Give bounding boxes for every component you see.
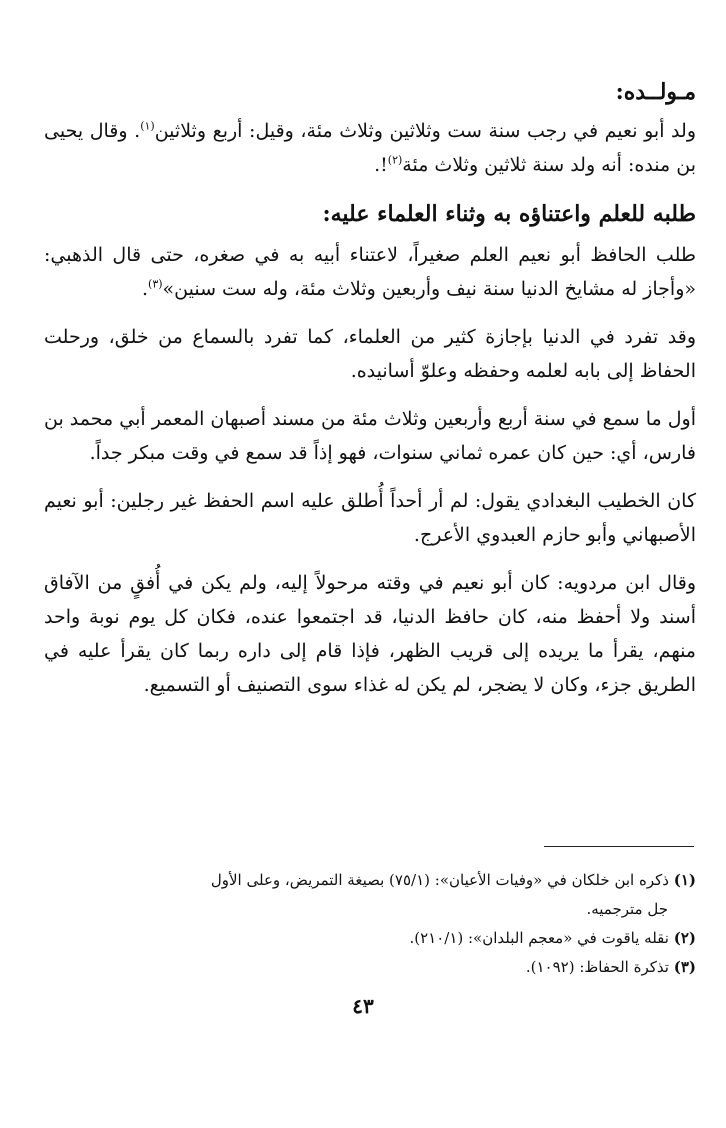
footnote-number: (٣)	[673, 958, 696, 976]
birth-text-c: !.	[374, 154, 388, 176]
seeking-heading: طلبه للعلم واعتناؤه به وثناء العلماء عليه:	[322, 201, 696, 227]
seeking-paragraph-2: وقد تفرد في الدنيا بإجازة كثير من العلماء، كما تفرد بالسماع من خلق، ورحلت الحفاظ إلى بابه لعلمه وحفظه وعلوّ أسانيده.	[44, 326, 696, 382]
birth-paragraph	[44, 114, 696, 182]
footnote-number: (٢)	[673, 929, 696, 947]
seeking-paragraph-1	[44, 238, 696, 306]
footnote-1	[44, 866, 696, 895]
seeking-paragraph-3: أول ما سمع في سنة أربع وأربعين وثلاث مئة من مسند أصبهان المعمر أبي محمد بن فارس، أي: حين كان عمره ثماني سنوات، فهو إذاً قد سمع في وقت مبكر جداً.	[44, 408, 696, 464]
footnote-ref-2: (٢)	[387, 153, 403, 167]
footnote-text: تذكرة الحفاظ: (١٠٩٢).	[525, 958, 669, 976]
footnote-ref-1: (١)	[140, 119, 155, 133]
seeking-paragraph-4: كان الخطيب البغدادي يقول: لم أر أحداً أُطلق عليه اسم الحفظ غير رجلين: أبو نعيم الأصبهاني وأبو حازم العبدوي الأعرج.	[44, 490, 696, 546]
birth-heading: مـولــده:	[615, 79, 696, 105]
seeking-paragraph-5: وقال ابن مردويه: كان أبو نعيم في وقته مرحولاً إليه، ولم يكن في أُفقٍ من الآفاق أسند ولا أحفظ منه، كان حافظ الدنيا، قد اجتمعوا عنده، فكان كل يوم نوبة واحد منهم، يقرأ ما يريده إلى قريب الظهر، فإذا قام إلى داره ربما كان يقرأ عليه في الطريق جزء، وكان لا يضجر، لم يكن له غذاء سوى التصنيف أو التسميع.	[44, 572, 696, 696]
seeking-text-1: طلب الحافظ أبو نعيم العلم صغيراً، لاعتناء أبيه به في صغره، حتى قال الذهبي: «وأجاز له مشايخ الدنيا سنة نيف وأربعين وثلاث مئة، وله ست سنين»	[44, 244, 696, 300]
footnote-text: ذكره ابن خلكان في «وفيات الأعيان»: (٧٥/١) بصيغة التمريض، وعلى الأول	[210, 871, 669, 889]
footnotes	[44, 866, 696, 982]
footnote-text: نقله ياقوت في «معجم البلدان»: (٢١٠/١).	[409, 929, 669, 947]
seeking-text-1-end: .	[141, 278, 149, 300]
page-number: ٤٣	[352, 994, 374, 1018]
birth-text-b: . وقال يحيى بن منده: أنه ولد سنة ثلاثين وثلاث مئة	[44, 120, 696, 176]
birth-text: ولد أبو نعيم في رجب سنة ست وثلاثين وثلاث مئة، وقيل: أربع وثلاثين	[154, 120, 696, 142]
footnote-divider	[544, 846, 694, 847]
footnote-2	[44, 924, 696, 953]
footnote-ref-3: (٣)	[148, 277, 163, 291]
footnote-3	[44, 953, 696, 982]
footnote-number: (١)	[673, 871, 696, 889]
footnote-1-continued: جل مترجميه.	[586, 900, 668, 918]
